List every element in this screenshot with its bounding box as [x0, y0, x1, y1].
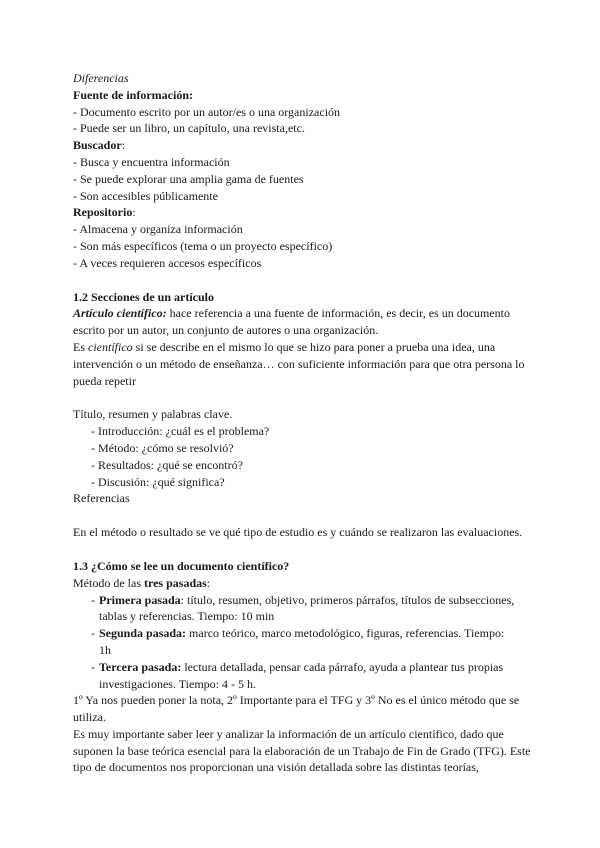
paragraph-text: si se describe en el mismo lo que se hizo para poner a prueba una idea, una intervención o un método de enseñanza… con suficiente información para que otra persona lo pueda repetir: [73, 339, 525, 388]
spacer: [73, 507, 533, 524]
list-item: - Introducción: ¿cuál es el problema?: [91, 424, 270, 439]
term-articulo-cientifico: Artículo científico:: [73, 306, 167, 321]
pass-content: [99, 592, 533, 626]
bullet-dash: -: [91, 626, 95, 641]
list-item: - Se puede explorar una amplia gama de fuentes: [73, 171, 304, 186]
term-cientifico: científico: [88, 339, 133, 354]
list-item: - Documento escrito por un autor/es o una organización: [73, 104, 341, 119]
heading-repositorio-label: Repositorio: [73, 205, 133, 220]
list-item: - Método: ¿cómo se resolvió?: [91, 440, 234, 455]
pass-row: [91, 659, 533, 693]
pass-item: [73, 625, 533, 659]
pass-label: Segunda pasada:: [99, 626, 187, 641]
pass-row: [91, 592, 533, 626]
pass-label: Primera pasada: [99, 592, 181, 607]
heading-colon: :: [132, 205, 136, 220]
list-item: - Son más específicos (tema o un proyecto específico): [73, 238, 333, 253]
references-label: Referencias: [73, 491, 130, 506]
pass-content: [99, 659, 533, 693]
pass-text: : título, resumen, objetivo, primeros párrafos, títulos de subsecciones, tablas y referencias. Tiempo: 10 min: [99, 592, 515, 624]
list-item: - A veces requieren accesos específicos: [73, 255, 262, 270]
section-title-diferencias: Diferencias: [73, 71, 129, 85]
spacer: [73, 389, 533, 406]
spacer: [73, 272, 533, 289]
list-item: - Son accesibles públicamente: [73, 188, 218, 203]
paragraph-es-cientifico: [73, 339, 533, 389]
list-item: - Busca y encuentra información: [73, 154, 230, 169]
term-tres-pasadas: tres pasadas: [144, 575, 207, 590]
paragraph-text: Es: [73, 339, 88, 354]
bullet-dash: -: [91, 592, 95, 607]
pass-content: [99, 625, 533, 659]
heading-fuente: Fuente de información:: [73, 87, 193, 102]
pass-text: lectura detallada, pensar cada párrafo, ayuda a plantear tus propias investigaciones. Tiempo: 4 - 5 h.: [99, 659, 504, 691]
paragraph-text: :: [206, 575, 211, 590]
paragraph-importance: Es muy importante saber leer y analizar la información de un artículo científico, dado que suponen la base teórica esencial para la elaboración de un Trabajo de Fin de Grado (TFG). Este tipo de documentos nos proporcionan una visión detallada sobre las distintas teorías,: [73, 726, 531, 775]
list-item: - Resultados: ¿qué se encontró?: [91, 457, 243, 472]
paragraph-notes: 1º Ya nos pueden poner la nota, 2º Importante para el TFG y 3º No es el único método que se utiliza.: [73, 693, 520, 725]
pass-text: marco teórico, marco metodológico, figuras, referencias. Tiempo: 1h: [99, 626, 505, 657]
list-item: - Discusión: ¿qué significa?: [91, 474, 225, 489]
heading-colon: :: [121, 138, 126, 153]
paragraph-text: Método de las: [73, 575, 144, 590]
pass-item: [73, 592, 533, 626]
pass-label: Tercera pasada:: [99, 659, 182, 674]
bullet-dash: -: [91, 659, 95, 674]
section-heading-1-2: 1.2 Secciones de un artículo: [73, 289, 214, 304]
spacer: [73, 541, 533, 558]
pass-item: [73, 659, 533, 693]
heading-repositorio: [73, 204, 533, 221]
list-item: - Almacena y organiza información: [73, 222, 243, 237]
paragraph-text: hace referencia a una fuente de información, es decir, es un documento escrito por un autor, un conjunto de autores o una organización.: [73, 306, 511, 338]
heading-buscador: [73, 137, 533, 154]
pass-row: [91, 625, 533, 659]
method-note: En el método o resultado se ve qué tipo de estudio es y cuándo se realizaron las evaluaciones.: [73, 525, 523, 540]
method-intro: [73, 575, 533, 592]
document-body: [73, 70, 533, 776]
structure-intro: Título, resumen y palabras clave.: [73, 407, 233, 422]
list-item: - Puede ser un libro, un capítulo, una revista,etc.: [73, 121, 305, 136]
heading-buscador-label: Buscador: [73, 138, 122, 153]
section-heading-1-3: 1.3 ¿Cómo se lee un documento científico?: [73, 558, 290, 573]
paragraph-articulo-cientifico: [73, 305, 533, 339]
